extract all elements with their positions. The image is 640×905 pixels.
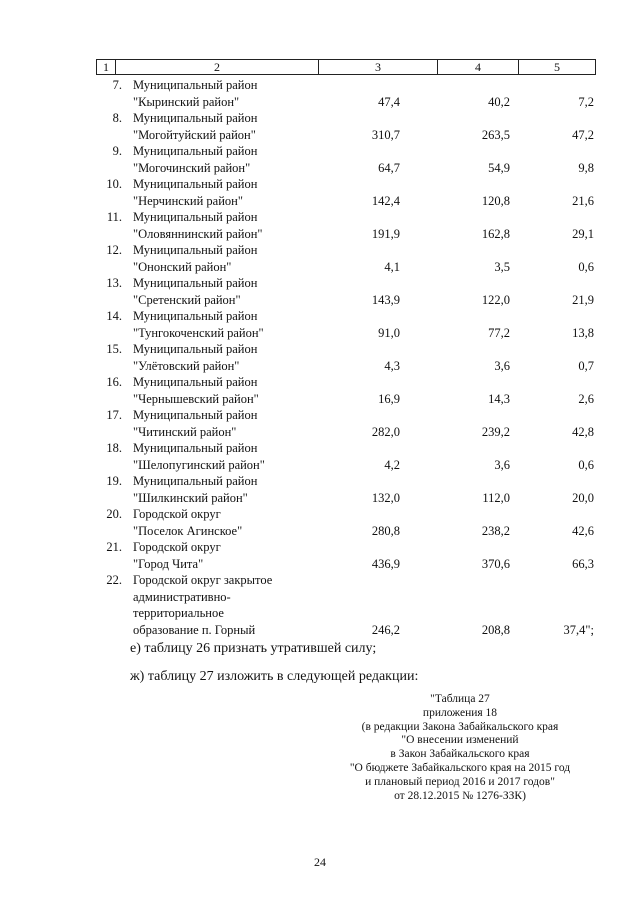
row-name-line: образование п. Горный [133, 622, 256, 637]
table-row [96, 209, 596, 242]
row-name-line: Муниципальный район [133, 243, 258, 257]
row-name [133, 242, 313, 275]
table-row [96, 176, 596, 209]
row-number: 8. [112, 111, 122, 125]
value-col-3: 64,7 [378, 160, 400, 175]
row-name-line: Муниципальный район [133, 210, 258, 224]
paragraph-zh: ж) таблицу 27 изложить в следующей редакции: [130, 669, 419, 684]
value-col-3: 282,0 [371, 424, 400, 439]
row-name-line: "Улётовский район" [133, 358, 240, 373]
note-line: приложения 18 [422, 706, 498, 719]
row-number: 18. [106, 441, 122, 455]
table-row [96, 506, 596, 539]
value-col-5: 7,2 [578, 94, 594, 109]
value-col-4: 120,8 [481, 193, 510, 208]
row-name [133, 176, 313, 209]
value-col-3: 191,9 [371, 226, 400, 241]
value-col-5: 0,6 [578, 457, 594, 472]
value-col-4: 3,6 [494, 457, 510, 472]
row-name-line: "Чернышевский район" [133, 391, 259, 406]
row-name-line: "Шелопугинский район" [133, 457, 265, 472]
row-name [133, 374, 313, 407]
value-col-3: 280,8 [371, 523, 400, 538]
row-number: 9. [112, 144, 122, 158]
value-col-4: 370,6 [481, 556, 510, 571]
value-col-5: 47,2 [572, 127, 594, 142]
row-name [133, 539, 313, 572]
value-col-5: 29,1 [572, 226, 594, 241]
value-col-3: 142,4 [371, 193, 400, 208]
row-name [133, 308, 313, 341]
header-col-3: 3 [319, 60, 438, 74]
row-name-line: Муниципальный район [133, 342, 258, 356]
table-caption-note [330, 693, 590, 803]
row-name-line: Муниципальный район [133, 474, 258, 488]
value-col-5: 37,4"; [563, 622, 594, 637]
value-col-5: 42,6 [572, 523, 594, 538]
note-line: "О внесении изменений [401, 734, 519, 747]
row-name-line: Городской округ [133, 507, 221, 521]
value-col-3: 436,9 [371, 556, 400, 571]
row-name-line: "Могочинский район" [133, 160, 251, 175]
table-row [96, 242, 596, 275]
table-body [96, 77, 596, 638]
table-row [96, 539, 596, 572]
value-col-4: 122,0 [481, 292, 510, 307]
value-col-4: 40,2 [488, 94, 510, 109]
row-number: 12. [106, 243, 122, 257]
value-col-5: 66,3 [572, 556, 594, 571]
row-name [133, 473, 313, 506]
row-name-line: "Ононский район" [133, 259, 232, 274]
value-col-3: 132,0 [371, 490, 400, 505]
value-col-4: 3,6 [494, 358, 510, 373]
row-number: 7. [112, 78, 122, 92]
row-name [133, 143, 313, 176]
value-col-3: 91,0 [378, 325, 400, 340]
note-line: "Таблица 27 [430, 693, 490, 705]
note-line: (в редакции Закона Забайкальского края [361, 720, 559, 733]
row-name-line: "Могойтуйский район" [133, 127, 256, 142]
row-name-line: Муниципальный район [133, 441, 258, 455]
row-number: 16. [106, 375, 122, 389]
value-col-4: 162,8 [481, 226, 510, 241]
table-row [96, 341, 596, 374]
table-row [96, 143, 596, 176]
row-name [133, 77, 313, 110]
row-name [133, 209, 313, 242]
value-col-4: 14,3 [488, 391, 510, 406]
value-col-4: 77,2 [488, 325, 510, 340]
value-col-3: 4,1 [384, 259, 400, 274]
value-col-4: 208,8 [481, 622, 510, 637]
value-col-3: 310,7 [371, 127, 400, 142]
row-name [133, 110, 313, 143]
row-number: 21. [106, 540, 122, 554]
row-number: 20. [106, 507, 122, 521]
row-name [133, 440, 313, 473]
row-name-line: "Сретенский район" [133, 292, 241, 307]
table-row [96, 407, 596, 440]
row-name [133, 407, 313, 440]
row-name-line: "Читинский район" [133, 424, 237, 439]
header-col-1: 1 [97, 60, 116, 74]
row-number: 17. [106, 408, 122, 422]
paragraph-e: е) таблицу 26 признать утратившей силу; [130, 641, 377, 656]
table-row [96, 440, 596, 473]
value-col-5: 21,9 [572, 292, 594, 307]
value-col-3: 246,2 [371, 622, 400, 637]
row-name-line: территориальное [133, 606, 224, 620]
value-col-5: 20,0 [572, 490, 594, 505]
note-line: от 28.12.2015 № 1276-ЗЗК) [394, 789, 526, 802]
table-row [96, 572, 596, 638]
value-col-5: 13,8 [572, 325, 594, 340]
note-line: и плановый период 2016 и 2017 годов" [365, 775, 555, 788]
row-number: 11. [106, 210, 122, 224]
row-name-line: "Поселок Агинское" [133, 523, 243, 538]
row-name-line: "Тунгокоченский район" [133, 325, 264, 340]
row-name-line: административно- [133, 589, 231, 604]
table-row [96, 374, 596, 407]
row-name [133, 572, 313, 638]
note-line: в Закон Забайкальского края [390, 748, 530, 761]
note-line: "О бюджете Забайкальского края на 2015 год [349, 761, 571, 774]
page-number: 24 [314, 855, 326, 869]
row-name-line: Муниципальный район [133, 408, 258, 422]
row-name-line: "Шилкинский район" [133, 490, 248, 505]
row-name-line: Муниципальный район [133, 276, 258, 290]
value-col-3: 4,2 [384, 457, 400, 472]
value-col-3: 4,3 [384, 358, 400, 373]
row-name-line: "Город Чита" [133, 556, 204, 571]
row-name-line: Муниципальный район [133, 375, 258, 389]
row-number: 22. [106, 573, 122, 587]
table-row [96, 110, 596, 143]
row-name-line: "Кыринский район" [133, 94, 240, 109]
row-name [133, 506, 313, 539]
table-row [96, 275, 596, 308]
row-name-line: Муниципальный район [133, 144, 258, 158]
row-name-line: Муниципальный район [133, 309, 258, 323]
value-col-4: 112,0 [482, 490, 510, 505]
value-col-3: 143,9 [371, 292, 400, 307]
header-col-4: 4 [438, 60, 519, 74]
row-name-line: Городской округ [133, 540, 221, 554]
value-col-4: 263,5 [481, 127, 510, 142]
value-col-5: 42,8 [572, 424, 594, 439]
row-name-line: "Нерчинский район" [133, 193, 243, 208]
row-number: 19. [106, 474, 122, 488]
row-number: 13. [106, 276, 122, 290]
value-col-4: 239,2 [481, 424, 510, 439]
header-col-2: 2 [116, 60, 319, 74]
value-col-5: 0,6 [578, 259, 594, 274]
value-col-5: 2,6 [578, 391, 594, 406]
row-name [133, 275, 313, 308]
row-number: 15. [106, 342, 122, 356]
value-col-5: 0,7 [578, 358, 594, 373]
value-col-4: 54,9 [488, 160, 510, 175]
row-name-line: Муниципальный район [133, 111, 258, 125]
row-name-line: Городской округ закрытое [133, 573, 273, 587]
column-number-header [96, 59, 596, 75]
value-col-4: 3,5 [494, 259, 510, 274]
header-col-5: 5 [554, 60, 560, 74]
value-col-5: 9,8 [578, 160, 594, 175]
row-name [133, 341, 313, 374]
value-col-4: 238,2 [481, 523, 510, 538]
table-row [96, 77, 596, 110]
value-col-3: 47,4 [378, 94, 400, 109]
value-col-3: 16,9 [378, 391, 400, 406]
row-number: 14. [106, 309, 122, 323]
value-col-5: 21,6 [572, 193, 594, 208]
table-row [96, 473, 596, 506]
row-name-line: Муниципальный район [133, 177, 258, 191]
row-name-line: Муниципальный район [133, 78, 258, 92]
row-number: 10. [106, 177, 122, 191]
table-row [96, 308, 596, 341]
row-name-line: "Оловяннинский район" [133, 226, 263, 241]
